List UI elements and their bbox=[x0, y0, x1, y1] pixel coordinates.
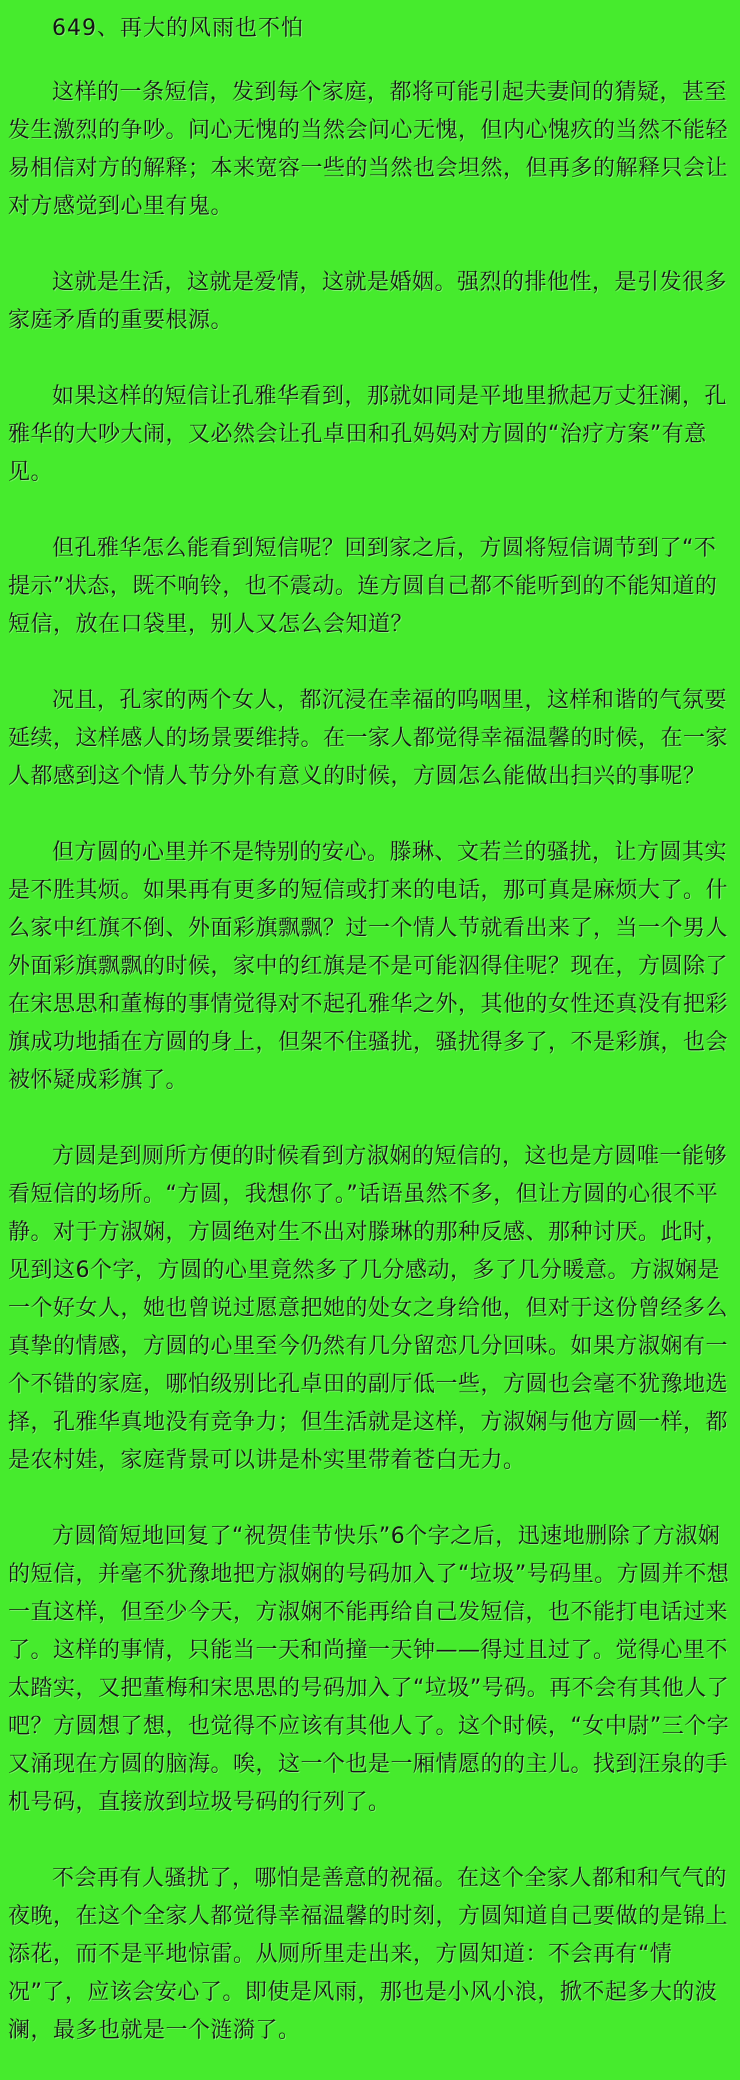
paragraph: 这样的一条短信，发到每个家庭，都将可能引起夫妻间的猜疑，甚至发生激烈的争吵。问心无愧的当然会问心无愧，但内心愧疚的当然不能轻易相信对方的解释；本来宽容一些的当然也会坦然，但再多的解释只会让对方感觉到心里有鬼。 bbox=[8, 80, 729, 219]
paragraph: 方圆是到厕所方便的时候看到方淑娴的短信的，这也是方圆唯一能够看短信的场所。“方圆，我想你了。”话语虽然不多，但让方圆的心很不平静。对于方淑娴，方圆绝对生不出对滕琳的那种反感、那种讨厌。此时，见到这6个字，方圆的心里竟然多了几分感动，多了几分暖意。方淑娴是一个好女人，她也曾说过愿意把她的处女之身给他，但对于这份曾经多么真挚的情感，方圆的心里至今仍然有几分留恋几分回味。如果方淑娴有一个不错的家庭，哪怕级别比孔卓田的副厅低一些，方圆也会毫不犹豫地选择，孔雅华真地没有竞争力；但生活就是这样，方淑娴与他方圆一样，都是农村娃，家庭背景可以讲是朴实里带着苍白无力。 bbox=[8, 1144, 729, 1473]
chapter-title: 649、再大的风雨也不怕 bbox=[52, 16, 304, 41]
paragraph: 不会再有人骚扰了，哪怕是善意的祝福。在这个全家人都和和气气的夜晚，在这个全家人都觉得幸福温馨的时刻，方圆知道自己要做的是锦上添花，而不是平地惊雷。从厕所里走出来，方圆知道：不会再有“情况”了，应该会安心了。即使是风雨，那也是小风小浪，掀不起多大的波澜，最多也就是一个涟漪了。 bbox=[8, 1866, 729, 2043]
paragraph: 但孔雅华怎么能看到短信呢？回到家之后，方圆将短信调节到了“不提示”状态，既不响铃，也不震动。连方圆自己都不能听到的不能知道的短信，放在口袋里，别人又怎么会知道？ bbox=[8, 536, 718, 637]
paragraph: 如果这样的短信让孔雅华看到，那就如同是平地里掀起万丈狂澜，孔雅华的大吵大闹，又必然会让孔卓田和孔妈妈对方圆的“治疗方案”有意见。 bbox=[8, 384, 728, 485]
paragraph: 但方圆的心里并不是特别的安心。滕琳、文若兰的骚扰，让方圆其实是不胜其烦。如果再有更多的短信或打来的电话，那可真是麻烦大了。什么家中红旗不倒、外面彩旗飘飘？过一个情人节就看出来了，当一个男人外面彩旗飘飘的时候，家中的红旗是不是可能泅得住呢？现在，方圆除了在宋思思和董梅的事情觉得对不起孔雅华之外，其他的女性还真没有把彩旗成功地插在方圆的身上，但架不住骚扰，骚扰得多了，不是彩旗，也会被怀疑成彩旗了。 bbox=[8, 840, 729, 1093]
chapter-body bbox=[8, 74, 730, 2050]
paragraph: 这就是生活，这就是爱情，这就是婚姻。强烈的排他性，是引发很多家庭矛盾的重要根源。 bbox=[8, 270, 728, 333]
paragraph: 方圆简短地回复了“祝贺佳节快乐”6个字之后，迅速地删除了方淑娴的短信，并毫不犹豫地把方淑娴的号码加入了“垃圾”号码里。方圆并不想一直这样，但至少今天，方淑娴不能再给自己发短信，也不能打电话过来了。这样的事情，只能当一天和尚撞一天钟——得过且过了。觉得心里不太踏实，又把董梅和宋思思的号码加入了“垃圾”号码。再不会有其他人了吧？方圆想了想，也觉得不应该有其他人了。这个时候，“女中尉”三个字又涌现在方圆的脑海。唉，这一个也是一厢情愿的的主儿。找到汪泉的手机号码，直接放到垃圾号码的行列了。 bbox=[8, 1524, 730, 1815]
paragraph: 况且，孔家的两个女人，都沉浸在幸福的呜咽里，这样和谐的气氛要延续，这样感人的场景要维持。在一家人都觉得幸福温馨的时候，在一家人都感到这个情人节分外有意义的时候，方圆怎么能做出扫兴的事呢？ bbox=[8, 688, 729, 789]
